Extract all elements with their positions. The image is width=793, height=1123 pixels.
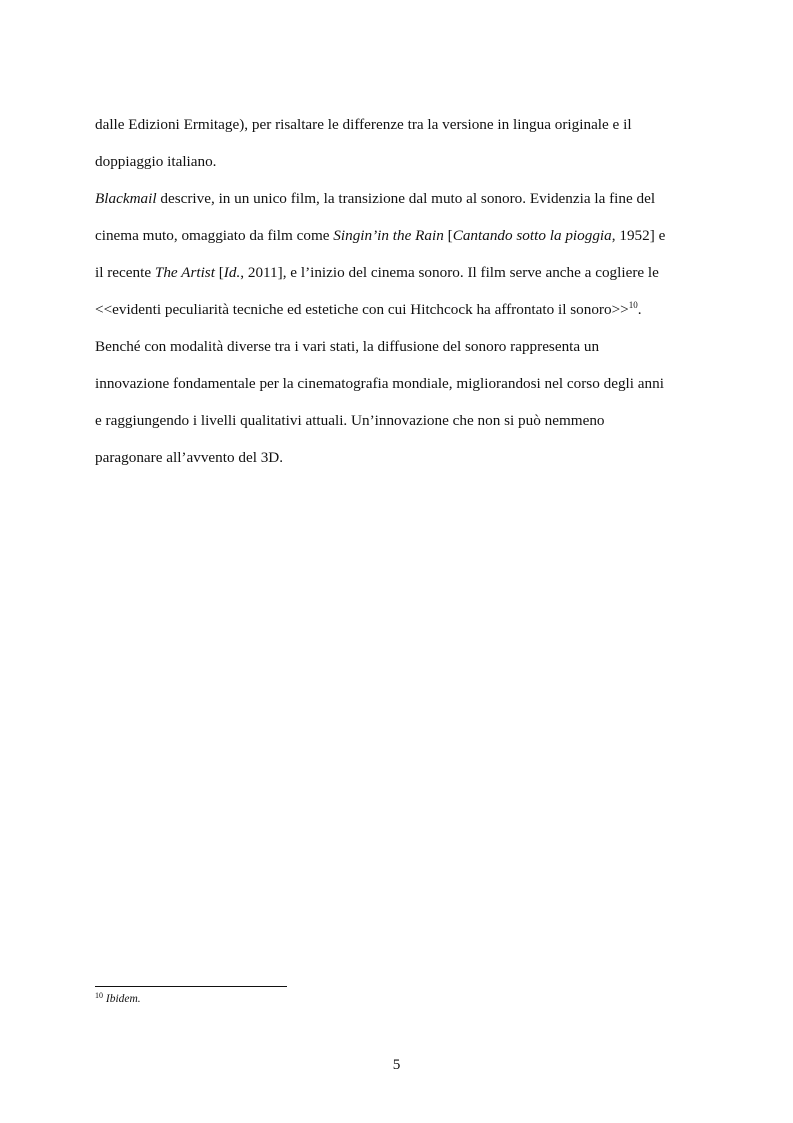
text-line: doppiaggio italiano. <box>95 153 217 170</box>
body-text <box>95 106 700 476</box>
text-line: Benché con modalità diverse tra i vari stati, la diffusione del sonoro rappresenta un <box>95 338 600 355</box>
text-run: . <box>637 301 642 318</box>
quotation: <<evidenti peculiarità tecniche ed estetiche con cui Hitchcock ha affrontato il sonoro>> <box>95 301 629 318</box>
text-run: , 1952] e <box>611 227 666 244</box>
text-line: e raggiungendo i livelli qualitativi attuali. Un’innovazione che non si può nemmeno <box>95 412 605 429</box>
text-line: innovazione fondamentale per la cinematografia mondiale, migliorandosi nel corso degli anni <box>95 375 664 392</box>
film-title-the-artist: The Artist <box>154 264 215 281</box>
text-run: descrive, in un unico film, la transizione dal muto al sonoro. Evidenzia la fine del <box>156 190 656 207</box>
text-line <box>95 180 700 217</box>
text-line <box>95 291 700 328</box>
footnote-reference[interactable]: 10 <box>628 300 638 310</box>
footnote <box>95 991 141 1007</box>
text-line: paragonare all’avvento del 3D. <box>95 449 284 466</box>
text-line <box>95 217 700 254</box>
film-title-cantando-sotto-la-pioggia: Cantando sotto la pioggia <box>452 227 612 244</box>
film-title-blackmail: Blackmail <box>95 190 157 207</box>
text-run: cinema muto, omaggiato da film come <box>95 227 334 244</box>
film-title-id: Id. <box>223 264 241 281</box>
text-run: il recente <box>95 264 155 281</box>
text-run: [ <box>443 227 453 244</box>
text-run: [ <box>214 264 224 281</box>
footnote-number: 10 <box>95 991 103 1000</box>
page-number: 5 <box>392 1056 401 1073</box>
footnote-text: Ibidem. <box>105 993 141 1005</box>
text-line <box>95 254 700 291</box>
text-line: dalle Edizioni Ermitage), per risaltare le differenze tra la versione in lingua originale e il <box>95 116 632 133</box>
text-run: , 2011], e l’inizio del cinema sonoro. Il film serve anche a cogliere le <box>240 264 659 281</box>
footnote-separator <box>95 986 287 987</box>
film-title-singin-in-the-rain: Singin’in the Rain <box>333 227 444 244</box>
